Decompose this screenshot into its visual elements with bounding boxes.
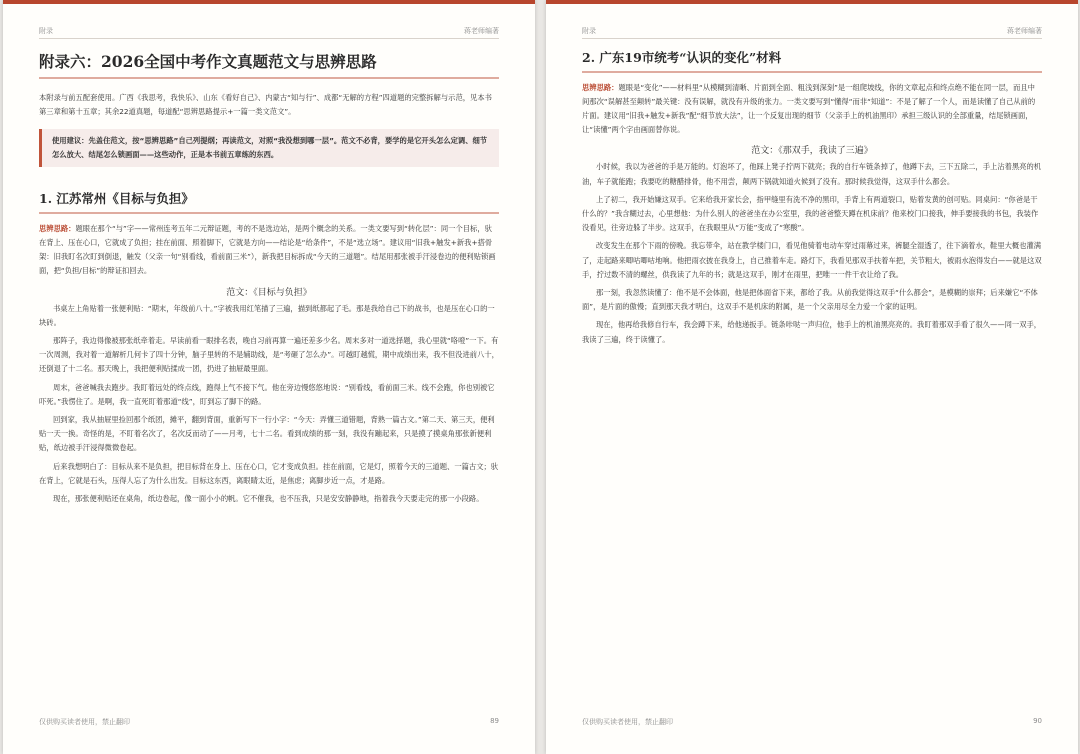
page-footer xyxy=(39,717,499,727)
page-right xyxy=(546,0,1078,754)
appendix-title: 附录六：2026全国中考作文真题范文与思辨思路 xyxy=(39,52,377,71)
essay-paragraph: 周末，爸爸喊我去跑步。我盯着远处的终点线，跑得上气不接下气。他在旁边慢悠悠地说：“别看线，看前面三米。线不会跑，你也别被它吓死。”我愣住了。是啊，我一直死盯着那道“线”，盯到忘了脚下的路。 xyxy=(39,382,495,406)
section-title: 1. 江苏常州《目标与负担》 xyxy=(39,191,194,207)
essay-paragraph: 那一刻，我忽然读懂了：他不是不会体面，他是把体面省下来，都给了我。从前我觉得这双手“什么都会”，是模糊的崇拜；后来嫌它“不体面”，是片面的傲慢；直到那天我才明白，这双手不是机床的附属，是一个父亲用尽全力爱一个家的证明。 xyxy=(582,287,1038,312)
page-header xyxy=(582,26,1042,36)
essay-paragraph: 现在，那张便利贴还在桌角，纸边卷起，像一面小小的帆。它不催我，也不压我，只是安安静静地，指着我今天要走完的那一小段路。 xyxy=(53,494,484,504)
essay-paragraph: 回到家，我从抽屉里捡回那个纸团，摊平，翻到背面，重新写下一行小字：“今天：弄懂三道错题，背熟一篇古文。”第二天、第三天，便利贴一天一换。奇怪的是，不盯着名次了，名次反而动了——月考，七十二名。看到成绩的那一刻，我没有蹦起来，只是摸了摸桌角那张新便利贴，纸边被手汗浸得微微卷起。 xyxy=(39,415,495,453)
intro-paragraph: 本附录与前五配套使用。广西《我思考，我快乐》、山东《看好自己》、内蒙古“知与行”、成都“无解的方程”四道题的完整拆解与示范，见本书第三章和第十五章；其余22道真题，每道配“思辨思路提示+一篇一类文范文”。 xyxy=(39,92,492,116)
page-header xyxy=(39,26,499,36)
header-divider xyxy=(39,38,499,39)
essay-paragraph: 改变发生在那个下雨的傍晚。我忘带伞，站在教学楼门口，看见他骑着电动车穿过雨幕过来，裤腿全湿透了，往下滴着水，鞋里大概也灌满了，走起路来唧咕唧咕地响。他把雨衣披在我身上，自己推着车走。路灯下，我看见那双手扶着车把，关节粗大，被雨水泡得发白——就是这双手，拧过数不清的螺丝，供我读了九年的书；就是这双手，刚才在雨里，把唯一一件干衣让给了我。 xyxy=(582,241,1042,279)
essay-paragraph: 现在，他再给我修自行车，我会蹲下来，给他递扳手。链条咔哒一声归位，他手上的机油黑亮亮的。我盯着那双手看了很久——同一双手，我读了三遍，终于读懂了。 xyxy=(582,320,1042,344)
essay-title: 范文：《目标与负担》 xyxy=(226,287,312,298)
footer-left-text: 仅供购买读者使用，禁止翻印 xyxy=(39,718,130,726)
page-left xyxy=(3,0,535,754)
thinking-text: 题眼是“变化”——材料里“从模糊到清晰、片面到全面、粗浅到深刻”是一组爬坡线，你的文章起点和终点绝不能在同一层，而且中间那次“误解甚至颠转”最关键：没有误解，就没有升级的张力。一类文要写到“懂得“而非“知道”：不是了解了一个人，而是读懂了自己从前的片面。建议用“旧我+触发+新我”配“细节放大法”，让一个反复出现的细节（父亲手上的机油黑印）承担三级认识的全部重量，结尾锁画面，让“读懂”两个字由画面替你说。 xyxy=(582,82,1036,135)
header-left-text: 附录 xyxy=(582,27,596,35)
page-content xyxy=(582,44,1042,347)
essay-title: 范文：《那双手，我读了三遍》 xyxy=(751,146,873,157)
page-number: 90 xyxy=(1033,717,1042,725)
callout-text: 使用建议：先盖住范文，按“思辨思路”自己列提纲；再读范文，对照“我没想到哪一层”。范文不必背，要学的是它开头怎么定调、细节怎么放大、结尾怎么锁画面——这些动作，正是本书前五章练的东西。 xyxy=(52,135,488,160)
essay-paragraph: 上了初二，我开始嫌这双手。它来给我开家长会，指甲缝里有洗不净的黑印，手背上有两道裂口，贴着发黄的创可贴。同桌问：“你爸是干什么的？”我含糊过去，心里想他：为什么别人的爸爸坐在办公室里，我的爸爸整天蹲在机床前？他来校门口接我，伸手要接我的书包，我装作没看见，往旁边躲了半步。这双手，在我眼里从“万能”变成了“寒酸”。 xyxy=(582,194,1039,233)
usage-callout xyxy=(39,129,499,167)
header-right-text: 蒋老师编著 xyxy=(464,27,499,35)
footer-left-text: 仅供购买读者使用，禁止翻印 xyxy=(582,718,673,726)
page-content xyxy=(39,44,499,506)
essay-paragraph: 小时候，我以为爸爸的手是万能的。灯泡坏了，他踩上凳子拧两下就亮；我的自行车链条掉了，他蹲下去，三下五除二，手上沾着黑亮的机油，车子就能跑；我要吃的糖醋排骨，他不用尝，颠两下锅就知道火候到了没有。那时候我觉得，这双手什么都会。 xyxy=(582,162,1042,186)
thinking-text: 题眼在那个“与”字——常州连考五年二元辩证题，考的不是选边站，是两个概念的关系。一类文要写到“转化层”：同一个目标，驮在背上、压在心口，它就成了负担；挂在前面、照着脚下，它就是方向——结论是“给条件”，不是“选立场”。建议用“旧我+触发+新我+搭骨架：旧我盯名次盯到倒退，触发（父亲一句“别看线，看前面三米”），新我把目标拆成“今天的三道题”。结尾用那张被手汗浸卷边的便利贴锁画面，把“负担/目标”的辩证扣回去。 xyxy=(39,223,496,276)
header-right-text: 蒋老师编著 xyxy=(1007,27,1042,35)
page-number: 89 xyxy=(490,717,499,725)
section-underline xyxy=(39,212,499,214)
thinking-label: 思辨思路： xyxy=(582,82,619,92)
essay-paragraph: 那阵子，我边得像被那张纸牵着走。早读前看一眼排名表，晚自习前再算一遍还差多少名。周末多对一道选择题，我心里就“咯噔”一下。有一次周测，我对着一道解析几何卡了四十分钟，脑子里转的不是辅助线，是“考砸了怎么办”。可越盯越慌，期中成绩出来，我不但没进前八十，还倒退了十二名。那天晚上，我把便利贴揉成一团，扔进了抽屉最里面。 xyxy=(39,336,499,374)
header-divider xyxy=(582,38,1042,39)
page-footer xyxy=(582,717,1042,727)
thinking-paragraph xyxy=(582,81,1042,138)
section-title: 2. 广东19市统考“认识的变化”材料 xyxy=(582,50,782,65)
title-underline xyxy=(39,77,499,79)
page-top-accent xyxy=(546,0,1078,4)
thinking-label: 思辨思路： xyxy=(39,223,76,233)
essay-paragraph: 书桌左上角贴着一张便利贴：“期末，年级前八十。”字被我用红笔描了三遍，描到纸都起了毛。那是我给自己下的战书，也是压在心口的一块砖。 xyxy=(39,303,495,327)
page-top-accent xyxy=(3,0,535,4)
essay-paragraph: 后来我想明白了：目标从来不是负担，把目标背在身上、压在心口，它才变成负担。挂在前面，它是灯，照着今天的三道题、一篇古文；驮在背上，它就是石头，压得人忘了为什么出发。目标这东西，离眼睛太近，是焦虑；离脚步近一点，才是路。 xyxy=(39,461,499,485)
header-left-text: 附录 xyxy=(39,27,53,35)
thinking-paragraph xyxy=(39,222,499,279)
section-underline xyxy=(582,71,1042,73)
